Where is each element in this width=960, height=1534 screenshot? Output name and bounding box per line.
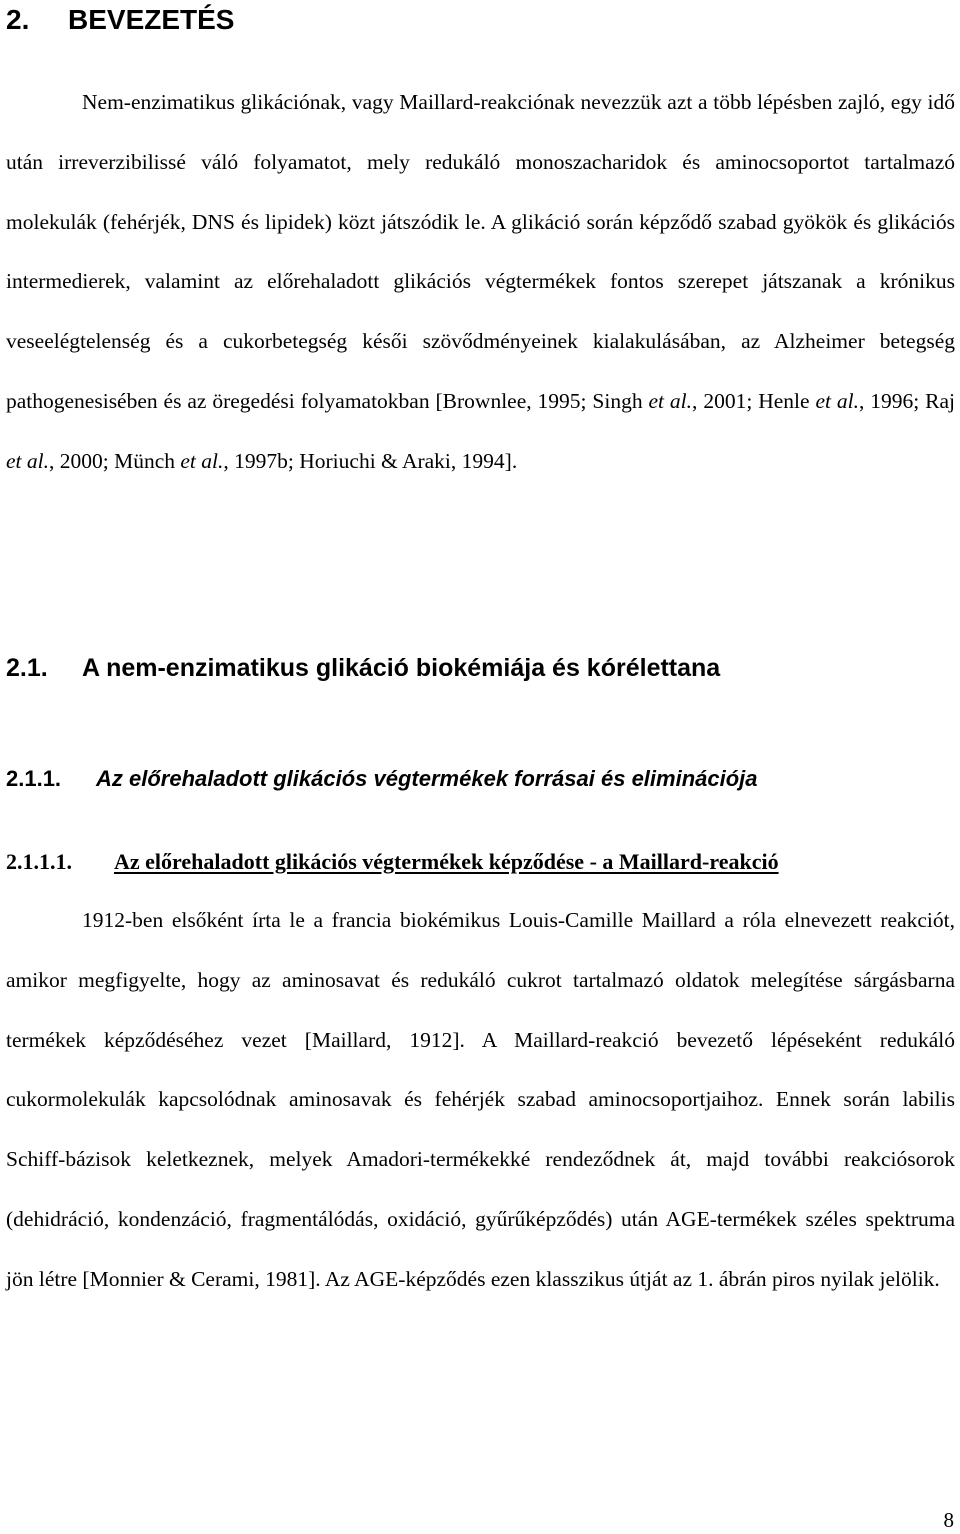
section-title: A nem-enzimatikus glikáció biokémiája és kórélettana [82,654,721,682]
maillard-text: 1912-ben elsőként írta le a francia biokémikus Louis-Camille Maillard a róla elnevezett reakciót, amikor megfigyelte, hogy az aminosavat és redukáló cukrot tartalmazó oldatok melegítése sárgásbarna termékek képződéséhez vezet [Maillard, 1912]. A Maillard-reakció bevezető lépéseként redukáló cukormolekulák kapcsolódnak aminosavak és fehérjék szabad aminocsoportjaihoz. Ennek során labilis Schiff-bázisok keletkeznek, melyek Amadori-termékekké rendeződnek át, majd további reakciósorok (dehidráció, kondenzáció, fragmentálódás, oxidáció, gyűrűképződés) után AGE-termékek széles spektruma jön létre [Monnier & Cerami, 1981]. Az AGE-képződés ezen klasszikus útját az 1. ábrán piros nyilak jelölik. [6,908,955,1291]
intro-text-4: , 2000; Münch [49,448,181,473]
chapter-title: BEVEZETÉS [68,4,235,35]
citation-etal: et al. [6,448,49,473]
chapter-number: 2. [6,4,30,35]
citation-etal: et al. [815,388,859,413]
intro-paragraph [6,73,955,492]
citation-etal: et al. [180,448,224,473]
subsection-heading [6,764,758,794]
subsection-title: Az előrehaladott glikációs végtermékek forrásai és eliminációja [96,766,758,791]
chapter-heading [6,2,234,38]
subsubsection-number: 2.1.1.1. [6,849,72,874]
subsection-number: 2.1.1. [6,766,62,791]
intro-text-3: , 1996; Raj [858,388,955,413]
page-number: 8 [943,1508,954,1532]
section-number: 2.1. [6,654,48,682]
subsubsection-title: Az előrehaladott glikációs végtermékek képződése - a Maillard-reakció [114,849,779,874]
intro-text-1: Nem-enzimatikus glikációnak, vagy Maillard-reakciónak nevezzük azt a több lépésben zajló, egy idő után irreverzibilissé váló folyamatot, mely redukáló monoszacharidok és aminocsoportot tartalmazó molekulák (fehérjék, DNS és lipidek) közt játszódik le. A glikáció során képződő szabad gyökök és glikációs intermedierek, valamint az előrehaladott glikációs végtermékek fontos szerepet játszanak a krónikus veseelégtelenség és a cukorbetegség késői szövődményeinek kialakulásában, az Alzheimer betegség pathogenesisében és az öregedési folyamatokban [Brownlee, 1995; Singh [6,90,955,413]
maillard-paragraph [6,891,955,1310]
section-heading [6,651,720,685]
intro-text-2: , 2001; Henle [692,388,816,413]
citation-etal: et al. [648,388,693,413]
intro-text-5: , 1997b; Horiuchi & Araki, 1994]. [223,448,518,473]
subsubsection-heading [6,847,779,877]
